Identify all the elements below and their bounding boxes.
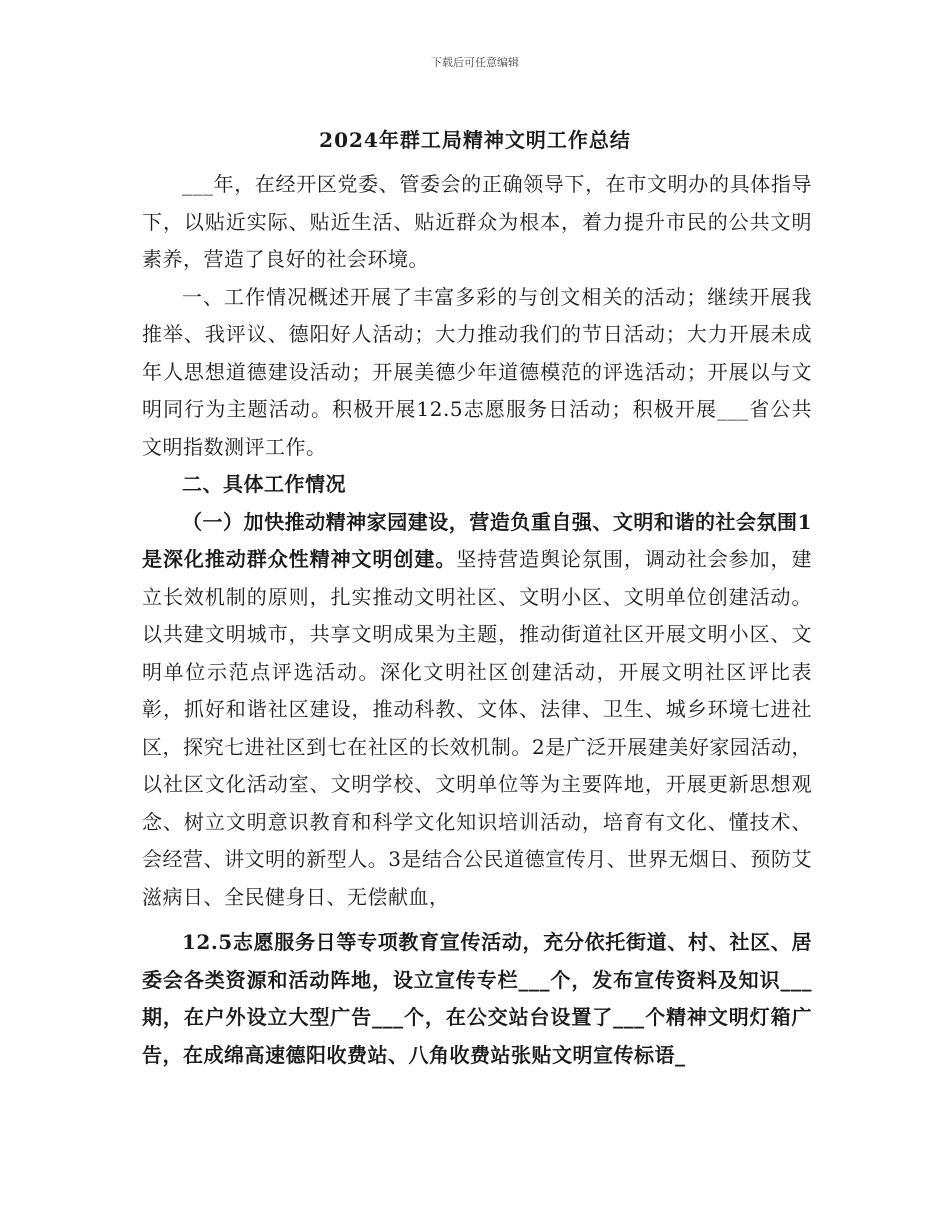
section-heading: 二、具体工作情况 — [182, 472, 346, 496]
section-one-lead: （一）加快推动精神家园建设，营造负重自强、文明和谐的社会氛围1是深化推动群众性精神文明创建。 — [142, 509, 812, 571]
document-title: 2024年群工局精神文明工作总结 — [319, 128, 631, 152]
section-one-body: 坚持营造舆论氛围，调动社会参加，建立长效机制的原则，扎实推动文明社区、文明小区、文明单位创建活动。以共建文明城市，共享文明成果为主题，推动街道社区开展文明小区、文明单位示范点评选活动。深化文明社区创建活动，开展文明社区评比表彰，抓好和谐社区建设，推动科教、文体、法律、卫生、城乡环境七进社区，探究七进社区到七在社区的长效机制。2是广泛开展建美好家园活动，以社区文化活动室、文明学校、文明单位等为主要阵地，开展更新思想观念、树立文明意识教育和科学文化知识培训活动，培育有文化、懂技术、会经营、讲文明的新型人。3是结合公民道德宣传月、世界无烟日、预防艾滋病日、全民健身日、无偿献血， — [142, 547, 813, 909]
document-body — [142, 166, 812, 1074]
page-header-note: 下载后可任意编辑 — [431, 56, 519, 69]
publicity-paragraph: 12.5志愿服务日等专项教育宣传活动，充分依托街道、村、社区、居委会各类资源和活动阵地，设立宣传专栏___个，发布宣传资料及知识___期，在户外设立大型广告___个，在公交站台设置了___个精神文明灯箱广告，在成绵高速德阳收费站、八角收费站张贴文明宣传标语_ — [142, 930, 812, 1067]
intro-paragraph: ___年，在经开区党委、管委会的正确领导下，在市文明办的具体指导下，以贴近实际、贴近生活、贴近群众为根本，着力提升市民的公共文明素养，营造了良好的社会环境。 — [142, 172, 812, 271]
overview-paragraph: 一、工作情况概述开展了丰富多彩的与创文相关的活动；继续开展我推举、我评议、德阳好人活动；大力推动我们的节日活动；大力开展未成年人思想道德建设活动；开展美德少年道德模范的评选活动；开展以与文明同行为主题活动。积极开展12.5志愿服务日活动；积极开展___省公共文明指数测评工作。 — [142, 284, 812, 459]
section-one-paragraph — [142, 504, 812, 917]
